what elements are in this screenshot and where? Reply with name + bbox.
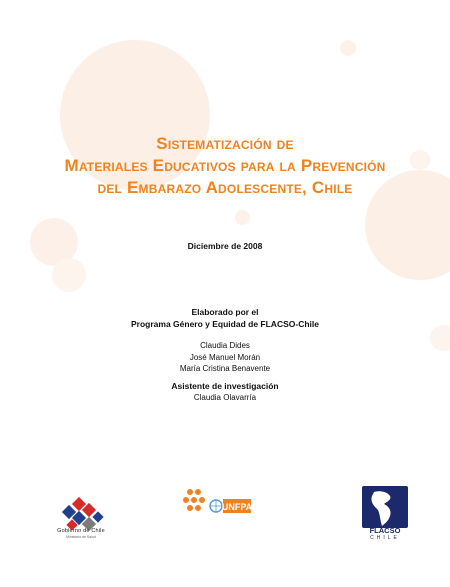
program-name: Programa Género y Equidad de FLACSO-Chile: [131, 319, 319, 329]
decorative-circle: [52, 258, 86, 292]
assistant-name: Claudia Olavarría: [193, 393, 257, 402]
authors-list: [0, 340, 450, 375]
gobierno-subtitle: Ministerio de Salud: [66, 535, 96, 539]
flacso-name: FLACSO: [369, 526, 401, 535]
title-line-1: Sistematización de: [156, 134, 294, 153]
prepared-by-block: [0, 306, 450, 330]
author-name: José Manuel Morán: [189, 352, 261, 362]
americas-map-icon: [362, 486, 408, 528]
prepared-by-label: Elaborado por el: [191, 307, 259, 317]
document-title: [20, 133, 430, 199]
title-line-2: Materiales Educativos para la Prevención: [64, 156, 386, 175]
decorative-circle: [340, 40, 356, 56]
assistant-label: Asistente de investigación: [171, 381, 279, 391]
publication-date: Diciembre de 2008: [187, 241, 263, 251]
title-line-3: del Embarazo Adolescente, Chile: [97, 178, 353, 197]
decorative-circle: [235, 210, 250, 225]
flacso-subtitle: CHILE: [370, 535, 400, 541]
author-name: Claudia Dides: [200, 341, 250, 350]
author-name: María Cristina Benavente: [179, 364, 271, 373]
research-assistant-block: [0, 380, 450, 404]
gobierno-name: Gobierno de Chile: [57, 528, 105, 534]
flacso-emblem: [362, 486, 408, 528]
unfpa-name: UNFPA: [221, 502, 252, 512]
unfpa-logo: [182, 486, 252, 524]
